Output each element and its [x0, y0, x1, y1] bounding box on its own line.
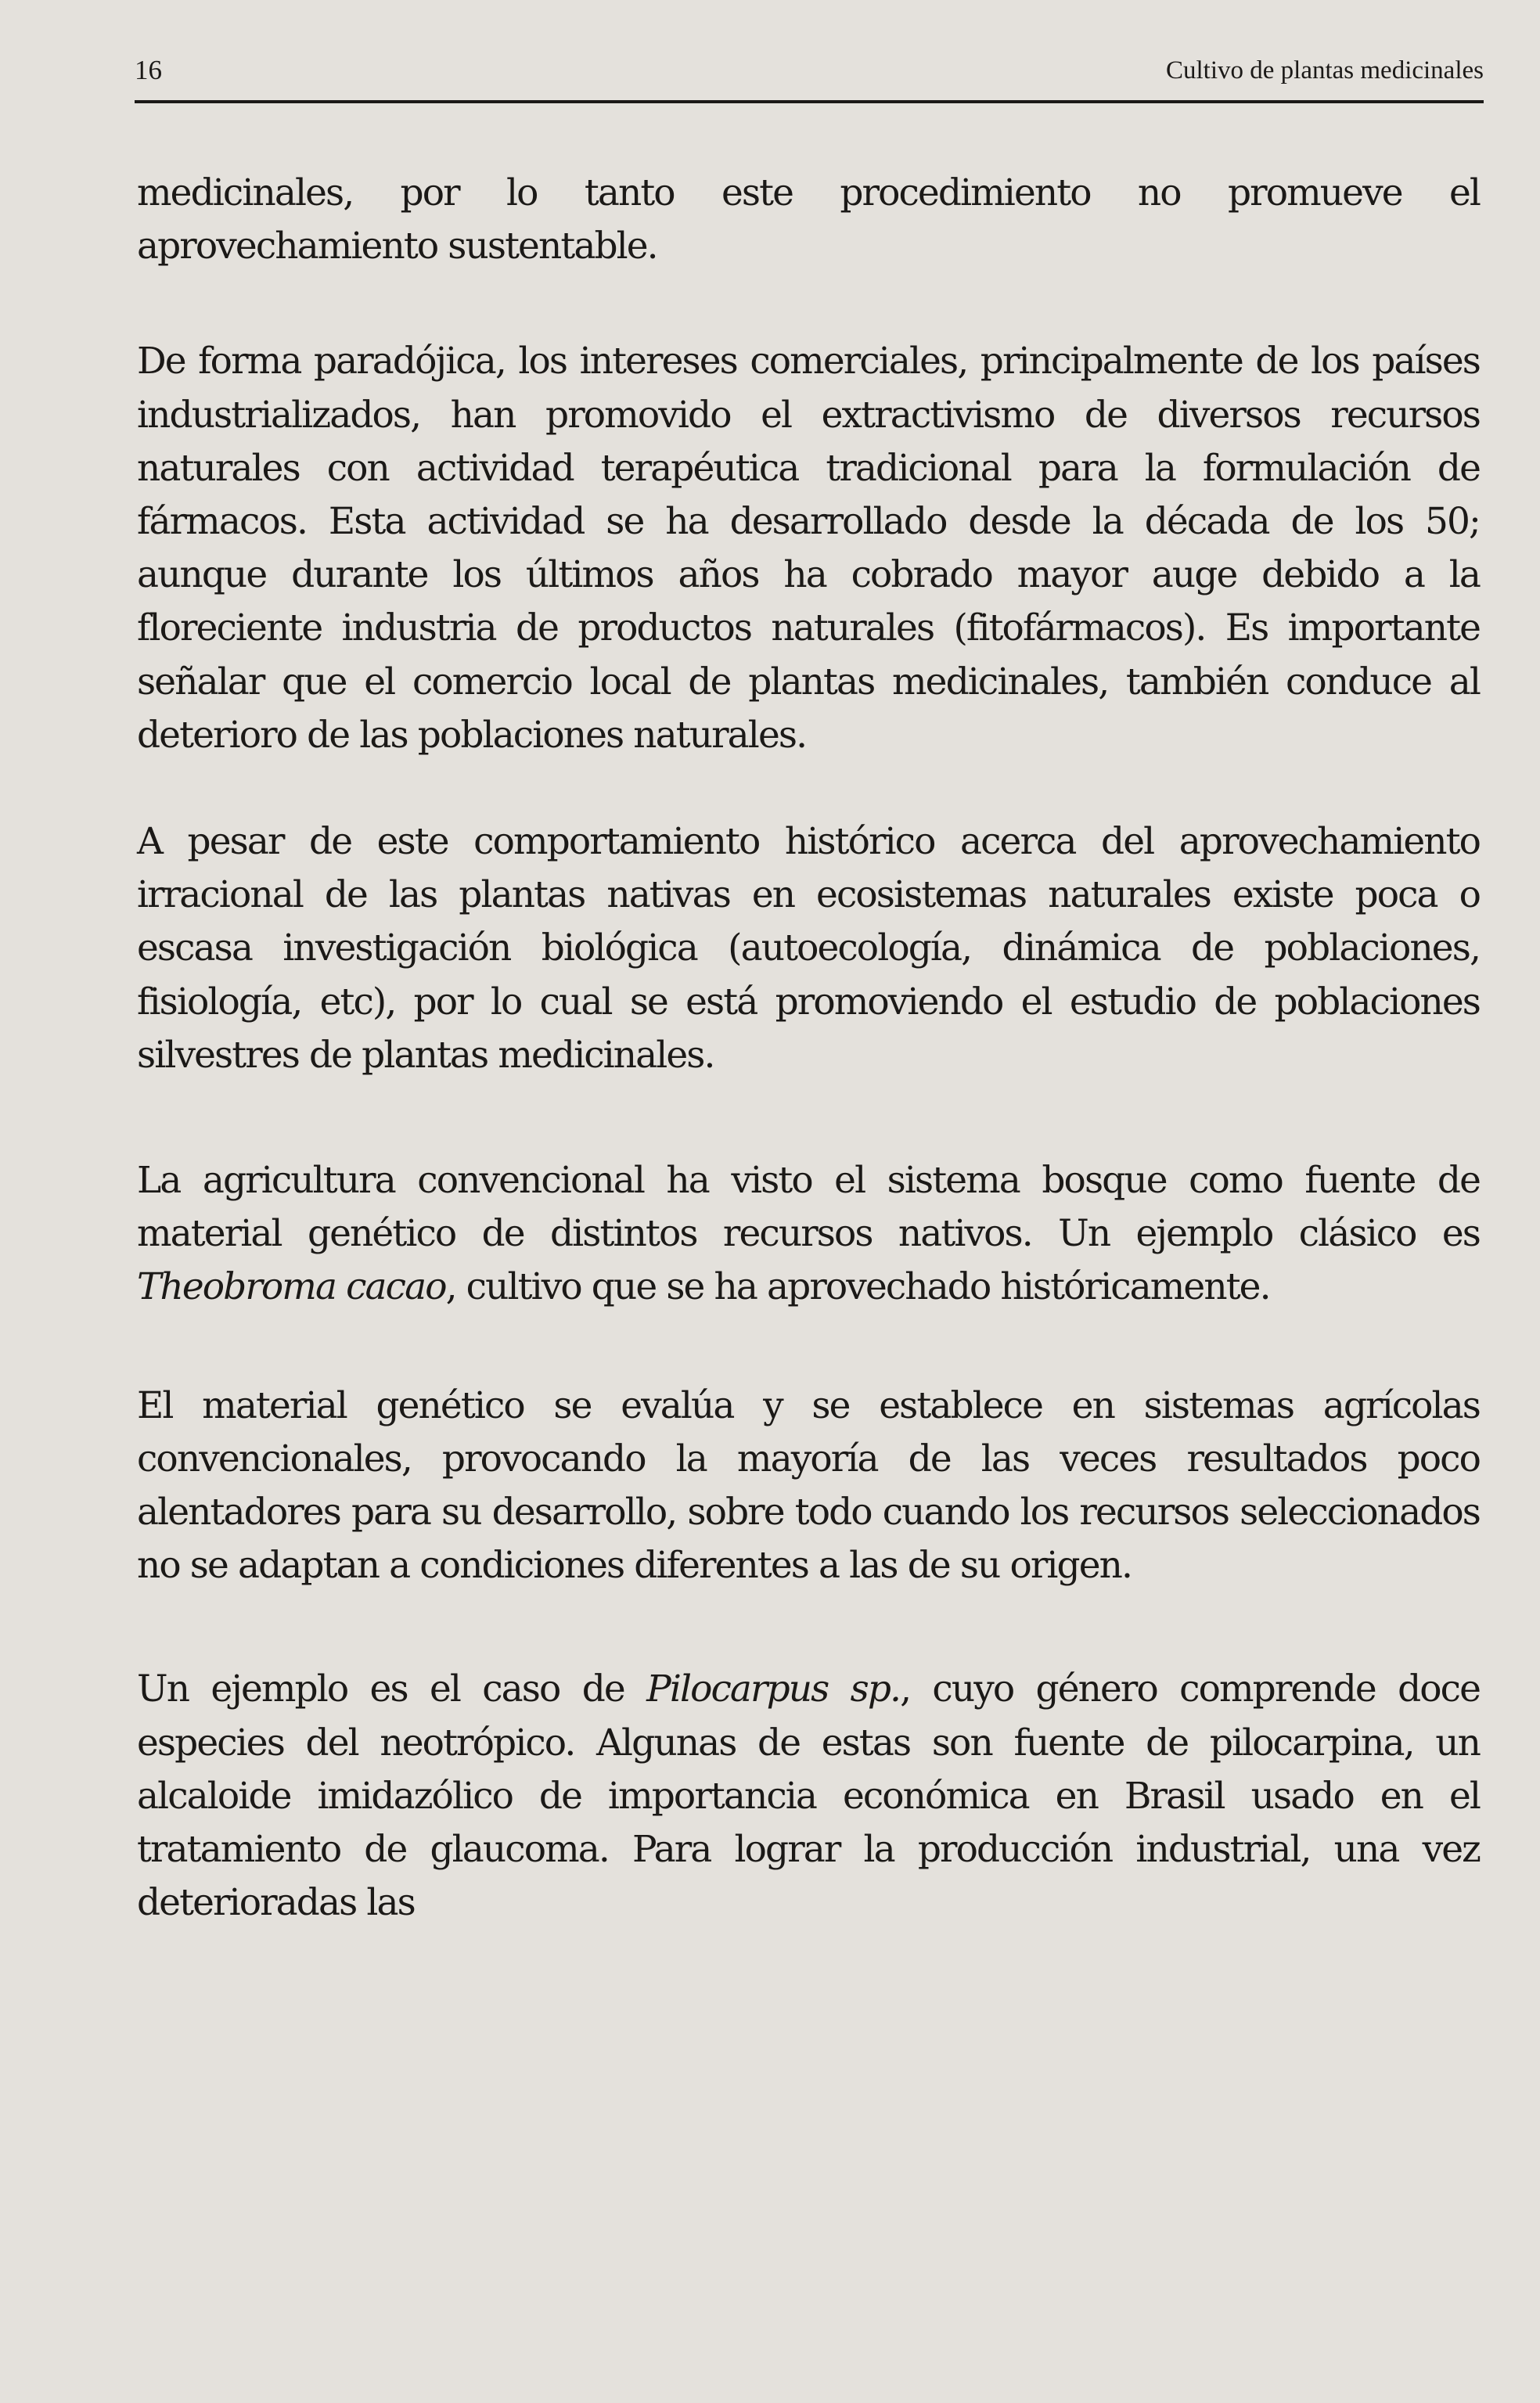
paragraph-4: [137, 1154, 1480, 1315]
running-title: Cultivo de plantas medicinales: [1166, 56, 1484, 85]
body-text: [137, 167, 1480, 1930]
paragraph-3: A pesar de este comportamiento histórico acerca del aprovechamiento irracional de las plantas nativas en ecosistemas naturales existe poca o escasa investigación biológica (autoecología, dinámica de poblaciones, fisiología, etc), por lo cual se está promoviendo el estudio de poblaciones silvestres de plantas medicinales.: [137, 820, 1480, 1077]
paragraph-5: El material genético se evalúa y se establece en sistemas agrícolas convencionales, provocando la mayoría de las veces resultados poco alentadores para su desarrollo, sobre todo cuando los recursos seleccionados no se adaptan a condiciones diferentes a las de su origen.: [137, 1383, 1480, 1588]
genus-name-pilocarpus: Pilocarpus sp.: [646, 1667, 901, 1711]
page-header: [135, 55, 1484, 100]
paragraph-4-text-start: La agricultura convencional ha visto el sistema bosque como fuente de material genético de distintos recursos nativos. Un ejemplo clásico es: [137, 1159, 1480, 1256]
paragraph-6: [137, 1663, 1480, 1930]
paragraph-4-text-end: , cultivo que se ha aprovechado históricamente.: [445, 1265, 1270, 1309]
paragraph-1: medicinales, por lo tanto este procedimiento no promueve el aprovechamiento sustentable.: [137, 171, 1480, 268]
page-number: 16: [135, 55, 162, 85]
header-rule: [135, 100, 1484, 103]
paragraph-2: De forma paradójica, los intereses comerciales, principalmente de los países industrializados, han promovido el extractivismo de diversos recursos naturales con actividad terapéutica tradicional para la formulación de fármacos. Esta actividad se ha desarrollado desde la década de los 50; aunque durante los últimos años ha cobrado mayor auge debido a la floreciente industria de productos naturales (fitofármacos). Es importante señalar que el comercio local de plantas medicinales, también conduce al deterioro de las poblaciones naturales.: [137, 340, 1480, 757]
paragraph-6-text-start: Un ejemplo es el caso de: [137, 1667, 647, 1711]
paragraph-6-text-end: , cuyo género comprende doce especies del neotrópico. Algunas de estas son fuente de pilocarpina, un alcaloide imidazólico de importancia económica en Brasil usado en el tratamiento de glaucoma. Para lograr la producción industrial, una vez deterioradas las: [137, 1667, 1480, 1925]
species-name-theobroma: Theobroma cacao: [137, 1265, 446, 1309]
